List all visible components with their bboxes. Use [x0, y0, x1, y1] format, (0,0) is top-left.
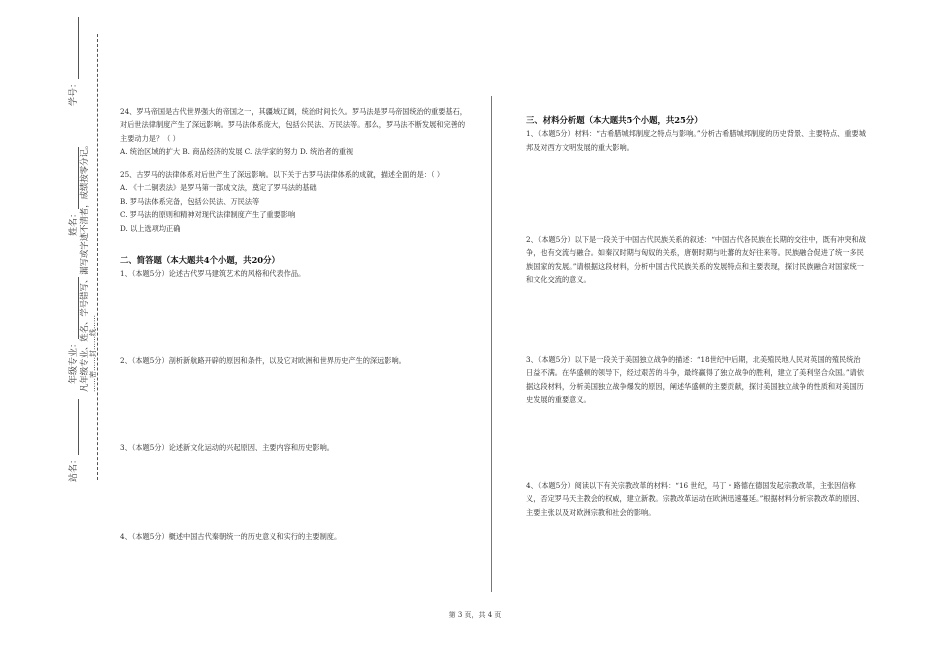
- section-3-title: 三、材料分析题（本大题共5个小题，共25分）: [526, 115, 703, 125]
- question-24-stem: 24、罗马帝国是古代世界强大的帝国之一，其疆域辽阔，统治时间长久。罗马法是罗马帝国统治的重要基石，对后世法律制度产生了深远影响。罗马法体系庞大，包括公民法、万民法等。那么，罗马法不断发展和完善的主要动力是？（ ）: [120, 107, 467, 143]
- short-question-4: 4、（本题5分）概述中国古代秦朝统一的历史意义和实行的主要制度。: [120, 532, 342, 541]
- binding-station: [66, 399, 79, 482]
- binding-warning: 凡年级专业、姓名、学号错写、漏写或字迹不清者，成绩按零分记。: [79, 140, 89, 392]
- material-question-2: 2、（本题5分）以下是一段关于中国古代民族关系的叙述：“中国古代各民族在长期的交往中，既有冲突和战争，也有交流与融合。如秦汉时期与匈奴的关系，唐朝时期与吐蕃的友好往来等。民族融合促进了统一多民族国家的发展。”请根据这段材料，分析中国古代民族关系的发展特点和主要表现，探讨民族融合对国家统一和文化交流的意义。: [526, 235, 866, 285]
- short-question-3: 3、（本题5分）论述新文化运动的兴起原因、主要内容和历史影响。: [120, 443, 334, 452]
- question-25-option-b: B. 罗马法体系完备，包括公民法、万民法等: [120, 196, 260, 206]
- column-divider: [491, 96, 492, 592]
- major-label: 年级专业：: [69, 338, 79, 384]
- name-label: 姓名：: [69, 208, 79, 236]
- material-question-4: 4、（本题5分）阅读以下有关宗教改革的材料：“16 世纪，马丁・路德在德国发起宗教改革，主张因信称义，否定罗马天主教会的权威，建立新教。宗教改革运动在欧洲迅速蔓延。”根据材料分析宗教改革的原因、主要主张以及对欧洲宗教和社会的影响。: [526, 481, 864, 517]
- left-column: [120, 105, 470, 159]
- binding-student-id: [66, 17, 79, 106]
- question-25-stem: 25、古罗马的法律体系对后世产生了深远影响。以下关于古罗马法律体系的成就，描述全面的是：（ ）: [120, 170, 445, 179]
- student-id-label: 学号：: [69, 78, 79, 106]
- binding-dashed-line: [97, 34, 98, 480]
- binding-seal-line: ……密……封……线……: [89, 315, 97, 392]
- short-question-1: 1、（本题5分）论述古代罗马建筑艺术的风格和代表作品。: [120, 269, 306, 278]
- station-blank[interactable]: [78, 399, 79, 455]
- question-25-option-d: D. 以上选项均正确: [120, 223, 181, 233]
- station-label: 站名：: [69, 454, 79, 482]
- question-25-option-a: A. 《十二铜表法》是罗马第一部成文法，奠定了罗马法的基础: [120, 183, 317, 193]
- student-id-blank[interactable]: [78, 17, 79, 79]
- page-footer: 第 3 页，共 4 页: [448, 611, 502, 619]
- section-2-title: 二、简答题（本大题共4个小题，共20分）: [120, 255, 280, 265]
- material-question-3: 3、（本题5分）以下是一段关于美国独立战争的描述：“18世纪中后期，北美殖民地人民对英国的殖民统治日益不满。在华盛顿的领导下，经过艰苦的斗争，最终赢得了独立战争的胜利，建立了美利坚合众国。”请依据这段材料，分析美国独立战争爆发的原因，阐述华盛顿的主要贡献，探讨美国独立战争的性质和对美国历史发展的重要意义。: [526, 355, 864, 405]
- section-2: [120, 254, 470, 267]
- short-question-2: 2、（本题5分）剖析新航路开辟的原因和条件，以及它对欧洲和世界历史产生的深远影响。: [120, 356, 406, 365]
- question-24-options: A. 统治区域的扩大 B. 商品经济的发展 C. 法学家的努力 D. 统治者的重视: [120, 147, 354, 157]
- question-25: [120, 168, 470, 235]
- section-3: [526, 114, 866, 154]
- question-25-option-c: C. 罗马法的原则和精神对现代法律制度产生了重要影响: [120, 210, 296, 220]
- material-question-1: 1、（本题5分）材料：“古希腊城邦制度之特点与影响。”分析古希腊城邦制度的历史背景、主要特点、重要城邦及对西方文明发展的重大影响。: [526, 129, 866, 152]
